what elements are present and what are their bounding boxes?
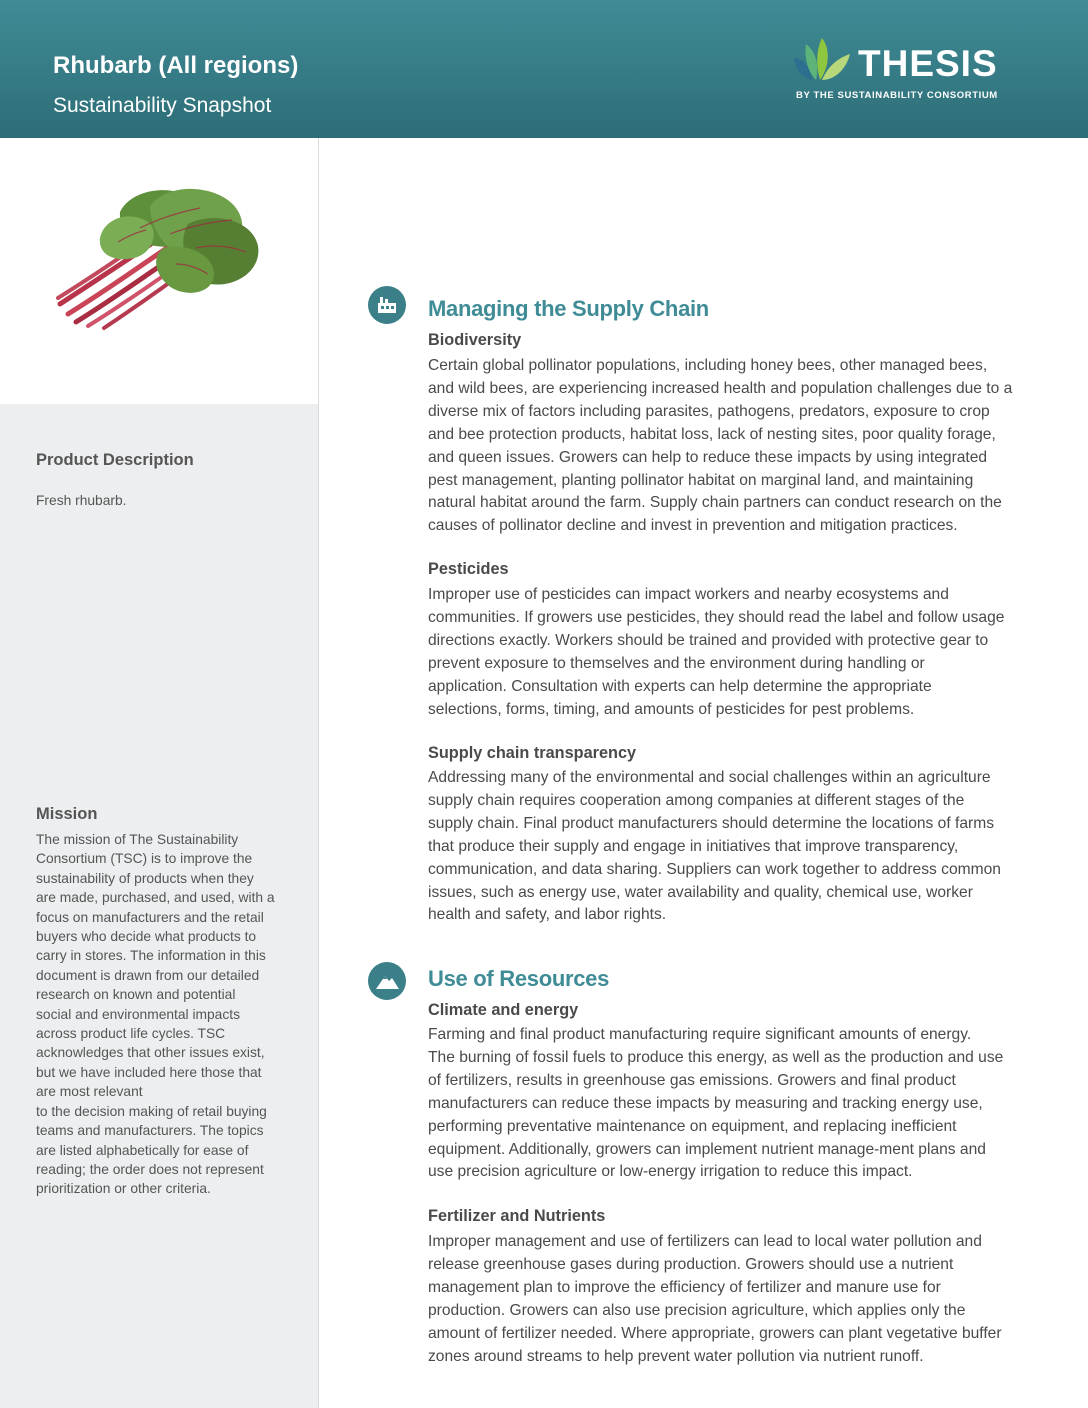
- column-divider: [318, 138, 319, 1408]
- topic-heading-biodiversity: Biodiversity: [428, 331, 522, 349]
- sidebar: [0, 138, 318, 1408]
- mission-heading: Mission: [36, 805, 98, 823]
- text-line: supply chain requires cooperation among companies at different stages of the: [428, 791, 965, 809]
- text-line: Improper management and use of fertilizers can lead to local water pollution and: [428, 1233, 982, 1250]
- text-line: across product life cycles. TSC: [36, 1026, 226, 1042]
- text-line: directions exactly. Workers should be trained and provided with protective gear to: [428, 631, 989, 649]
- text-line: equipment. Additionally, growers can implement nutrient manage-ment plans and: [428, 1140, 986, 1158]
- text-line: communication, and data sharing. Suppliers can work together to address common: [428, 860, 1001, 878]
- text-line: are listed alphabetically for ease of: [36, 1142, 249, 1158]
- text-line: manufacturers can reduce these impacts by measuring and tracking energy use,: [428, 1094, 983, 1112]
- text-line: release greenhouse gases during production. Growers should use a nutrient: [428, 1255, 954, 1273]
- text-line: selections, forms, timing, and amounts of pesticides for pest problems.: [428, 700, 915, 718]
- topic-text-climate-and-energy: [428, 1024, 1028, 1184]
- text-line: Certain global pollinator populations, including honey bees, other managed bees,: [428, 357, 988, 374]
- text-line: reading; the order does not represent: [36, 1161, 264, 1177]
- text-line: Addressing many of the environmental and social challenges within an agriculture: [428, 769, 991, 786]
- text-line: carry in stores. The information in this: [36, 948, 266, 964]
- text-line: health and safety, and labor rights.: [428, 906, 667, 924]
- text-line: sustainability of products when they: [36, 870, 254, 886]
- text-line: production. Growers can also use precision agriculture, which applies only the: [428, 1301, 966, 1319]
- text-line: buyers who decide what products to: [36, 929, 257, 945]
- text-line: supply chain. Final product manufacturers should determine the locations of farms: [428, 814, 994, 832]
- text-line: and queen issues. Growers can help to reduce these impacts by using integrated: [428, 448, 988, 466]
- text-line: and bee protection products, habitat loss, lack of nesting sites, poor quality forage,: [428, 425, 996, 443]
- section-title-use-of-resources: Use of Resources: [428, 966, 610, 991]
- header-banner: [0, 0, 1088, 138]
- text-line: amount of fertilizer needed. Where appropriate, growers can plant vegetative buffer: [428, 1324, 1002, 1342]
- topic-text-biodiversity: [428, 355, 1028, 538]
- product-description-text: Fresh rhubarb.: [36, 493, 127, 508]
- text-line: research on known and potential: [36, 987, 236, 1003]
- topic-heading-climate-and-energy: Climate and energy: [428, 1001, 579, 1019]
- logo-tagline: BY THE SUSTAINABILITY CONSORTIUM: [796, 90, 998, 101]
- text-line: document is drawn from our detailed: [36, 967, 260, 983]
- topic-text-fertilizer-and-nutrients: [428, 1231, 1028, 1368]
- text-line: Improper use of pesticides can impact workers and nearby ecosystems and: [428, 586, 949, 603]
- text-line: acknowledges that other issues exist,: [36, 1045, 265, 1061]
- text-line: prevent exposure to themselves and the environment during handling or: [428, 654, 925, 672]
- leaf-logo-icon: [792, 36, 854, 84]
- text-line: diverse mix of factors including parasites, pathogens, predators, exposure to crop: [428, 402, 990, 420]
- text-line: prioritization or other criteria.: [36, 1181, 211, 1197]
- text-line: teams and manufacturers. The topics: [36, 1123, 264, 1139]
- text-line: communities. If growers use pesticides, they should read the label and follow usage: [428, 608, 1005, 626]
- topic-heading-supply-chain-transparency: Supply chain transparency: [428, 744, 637, 762]
- text-line: zones around streams to help prevent water pollution via nutrient runoff.: [428, 1347, 924, 1365]
- text-line: and wild bees, are experiencing increased health and population challenges due to a: [428, 379, 1013, 397]
- text-line: issues, such as energy use, water availability and quality, chemical use, worker: [428, 883, 973, 901]
- text-line: are most relevant: [36, 1084, 143, 1100]
- product-description-heading: Product Description: [36, 451, 194, 469]
- topic-text-pesticides: [428, 584, 1028, 721]
- text-line: but we have included here those that: [36, 1064, 262, 1080]
- rhubarb-image: [0, 138, 318, 404]
- logo-wordmark: THESIS: [858, 43, 998, 84]
- mountain-icon: [368, 962, 406, 1000]
- text-line: The burning of fossil fuels to produce this energy, as well as the production and use: [428, 1048, 1004, 1066]
- mission-text: [36, 830, 275, 1199]
- text-line: Farming and final product manufacturing require significant amounts of energy.: [428, 1026, 972, 1043]
- page-title: Rhubarb (All regions): [53, 52, 299, 79]
- text-line: use precision agriculture or low-energy irrigation to reduce this impact.: [428, 1163, 913, 1181]
- text-line: Consortium (TSC) is to improve the: [36, 851, 253, 867]
- page-subtitle: Sustainability Snapshot: [53, 94, 272, 117]
- factory-icon: [368, 286, 406, 324]
- section-icon-badge: [368, 962, 406, 1000]
- text-line: pest management, planting pollinator habitat on marginal land, and maintaining: [428, 471, 974, 489]
- text-line: application. Consultation with experts can help determine the appropriate: [428, 677, 932, 695]
- text-line: social and environmental impacts: [36, 1006, 240, 1022]
- text-line: that produce their supply and engage in initiatives that improve transparency,: [428, 837, 959, 855]
- text-line: natural habitat around the farm. Supply chain partners can conduct research on the: [428, 494, 1002, 512]
- text-line: causes of pollinator decline and invest in prevention and mitigation practices.: [428, 517, 958, 535]
- text-line: are made, purchased, and used, with a: [36, 890, 275, 906]
- text-line: The mission of The Sustainability: [36, 832, 239, 847]
- topic-heading-pesticides: Pesticides: [428, 560, 509, 578]
- text-line: performing preventative maintenance on equipment, and replacing inefficient: [428, 1117, 957, 1135]
- text-line: focus on manufacturers and the retail: [36, 909, 264, 925]
- text-line: management plan to improve the efficiency of fertilizer and manure use for: [428, 1278, 941, 1296]
- text-line: to the decision making of retail buying: [36, 1103, 267, 1119]
- product-photo-area: [0, 138, 318, 404]
- section-icon-badge: [368, 286, 406, 324]
- section-title-supply-chain: Managing the Supply Chain: [428, 296, 709, 321]
- topic-text-supply-chain-transparency: [428, 767, 1028, 927]
- thesis-logo: [792, 36, 1022, 106]
- text-line: of fertilizers, results in greenhouse gas emissions. Growers and final product: [428, 1071, 956, 1089]
- topic-heading-fertilizer-and-nutrients: Fertilizer and Nutrients: [428, 1207, 606, 1225]
